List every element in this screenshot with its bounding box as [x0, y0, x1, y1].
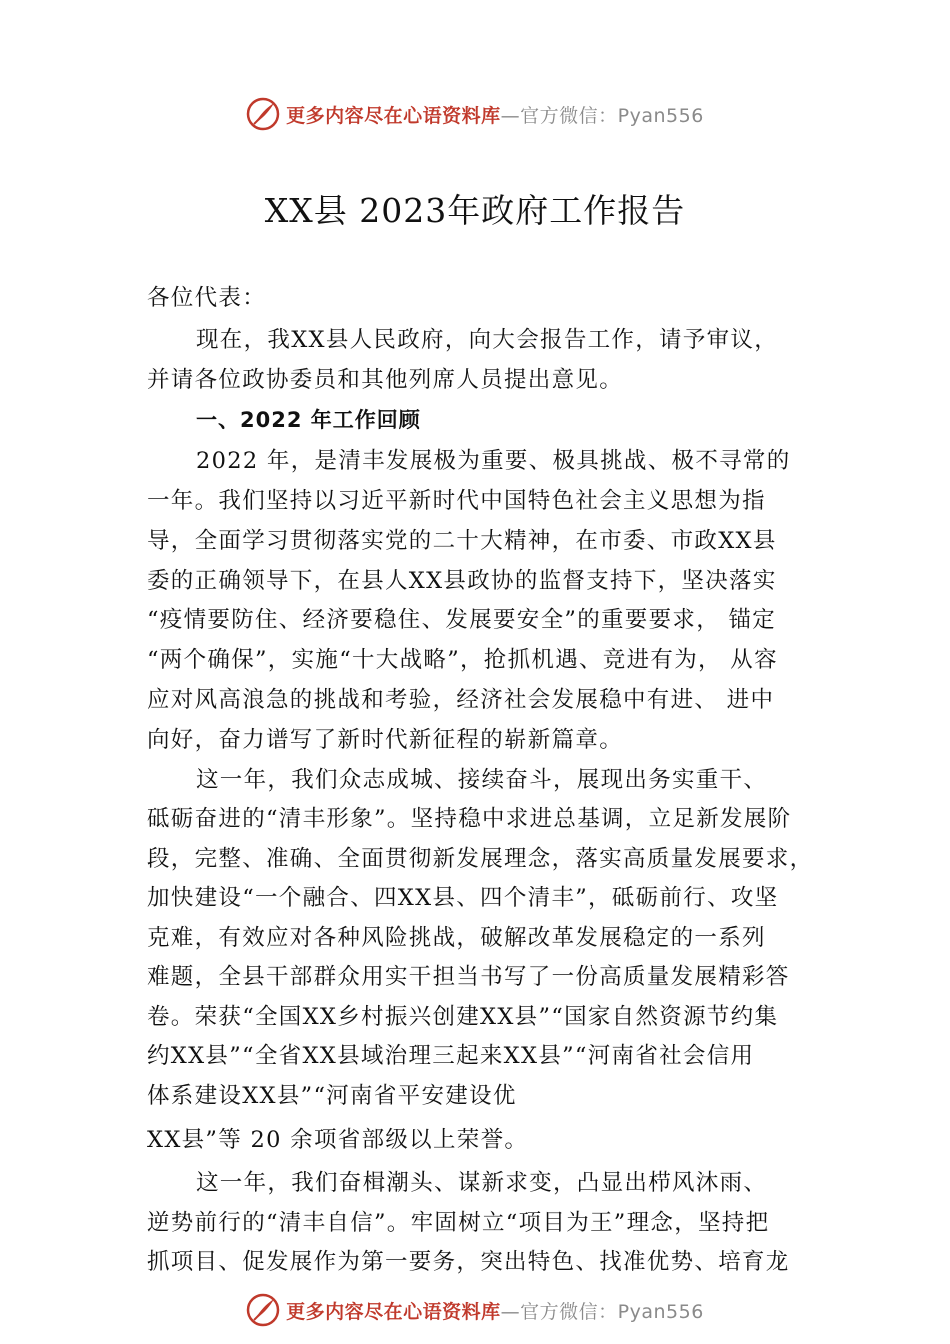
watermark-gray-text: —官方微信：Pyan556: [500, 1300, 704, 1323]
watermark-gray-text: —官方微信：Pyan556: [500, 104, 704, 127]
salutation: 各位代表：: [147, 285, 267, 311]
body-line: 难题，全县干部群众用实干担当书写了一份高质量发展精彩答: [147, 964, 790, 990]
body-line: 段，完整、准确、全面贯彻新发展理念，落实高质量发展要求，: [147, 846, 814, 872]
body-line: 约XX县”“全省XX县域治理三起来XX县”“河南省社会信用: [147, 1043, 755, 1069]
body-line: 卷。荣获“全国XX乡村振兴创建XX县”“国家自然资源节约集: [147, 1004, 779, 1030]
body-line: “两个确保”，实施“十大战略”，抢抓机遇、竞进有为， 从容: [147, 647, 778, 673]
body-line: 逆势前行的“清丰自信”。牢固树立“项目为王”理念，坚持把: [147, 1210, 770, 1236]
body-line: 克难，有效应对各种风险挑战，破解改革发展稳定的一系列: [147, 925, 766, 951]
document-title: XX县 2023年政府工作报告: [264, 191, 686, 230]
watermark-bottom: [0, 1290, 950, 1330]
body-line: 2022 年，是清丰发展极为重要、极具挑战、极不寻常的: [196, 448, 791, 474]
watermark-text: [286, 101, 704, 128]
quill-logo-icon: [246, 1293, 280, 1327]
body-line: 这一年，我们众志成城、接续奋斗，展现出务实重干、: [196, 767, 768, 793]
body-line: 并请各位政协委员和其他列席人员提出意见。: [147, 367, 624, 393]
watermark-text: [286, 1297, 704, 1324]
body-line: 加快建设“一个融合、四XX县、四个清丰”，砥砺前行、攻坚: [147, 885, 779, 911]
watermark-red-text: 更多内容尽在心语资料库: [286, 104, 501, 127]
body-line: 向好，奋力谱写了新时代新征程的崭新篇章。: [147, 727, 624, 753]
body-line: 砥砺奋进的“清丰形象”。坚持稳中求进总基调，立足新发展阶: [147, 806, 792, 832]
body-line: 抓项目、促发展作为第一要务，突出特色、找准优势、培育龙: [147, 1249, 790, 1275]
body-line: 导，全面学习贯彻落实党的二十大精神，在市委、市政XX县: [147, 528, 777, 554]
section-heading: 一、2022 年工作回顾: [196, 408, 421, 432]
body-line: 体系建设XX县”“河南省平安建设优: [147, 1083, 517, 1109]
body-line: 这一年，我们奋楫潮头、谋新求变，凸显出栉风沐雨、: [196, 1170, 768, 1196]
body-line: 现在，我XX县人民政府，向大会报告工作，请予审议，: [196, 327, 779, 353]
body-line: 应对风高浪急的挑战和考验，经济社会发展稳中有进、 进中: [147, 687, 775, 713]
body-line: “疫情要防住、经济要稳住、发展要安全”的重要要求， 锚定: [147, 607, 777, 633]
watermark-top: [0, 94, 950, 134]
body-line: 一年。我们坚持以习近平新时代中国特色社会主义思想为指: [147, 488, 766, 514]
body-line: XX县”等 20 余项省部级以上荣誉。: [147, 1127, 529, 1153]
watermark-red-text: 更多内容尽在心语资料库: [286, 1300, 501, 1323]
quill-logo-icon: [246, 97, 280, 131]
body-line: 委的正确领导下，在县人XX县政协的监督支持下，坚决落实: [147, 568, 777, 594]
